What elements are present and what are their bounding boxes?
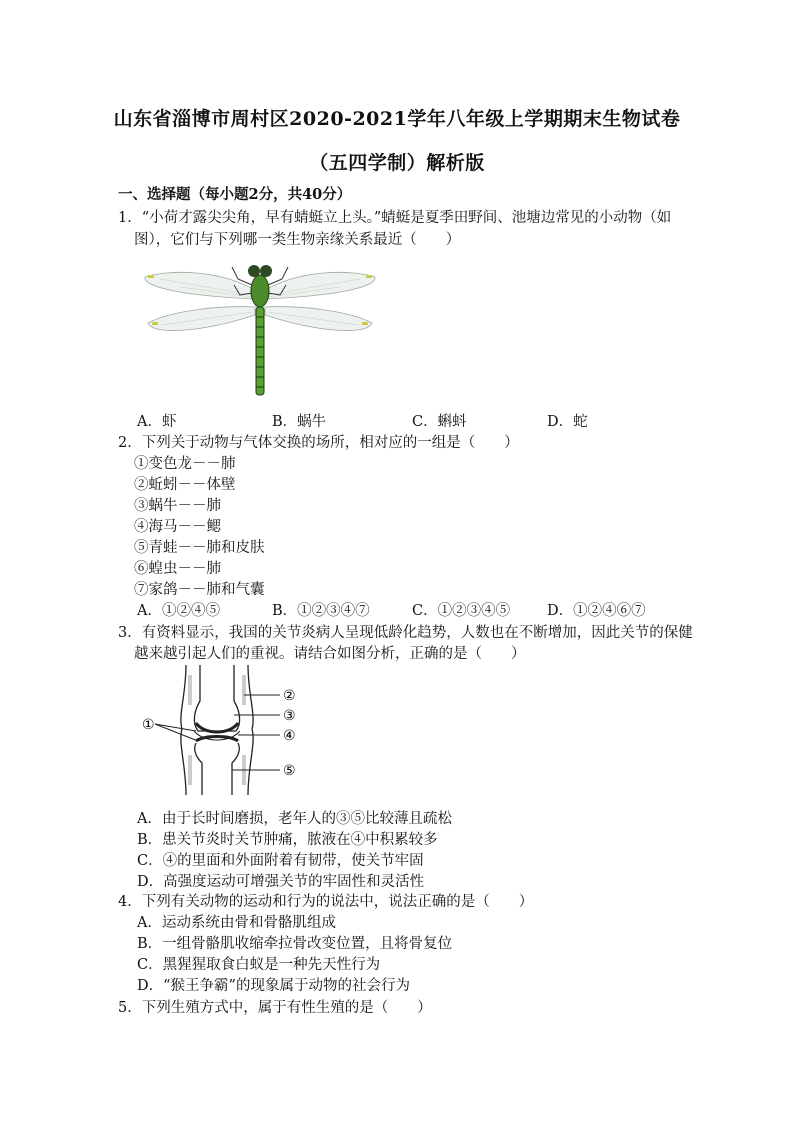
q2-item: ⑤青蛙－－肺和皮肤 [134,540,265,556]
q2-option-c: C．①②③④⑤ [412,603,511,619]
q1-option-c: C．蝌蚪 [412,414,467,430]
q3-option-c: C．④的里面和外面附着有韧带，使关节牢固 [137,853,424,869]
page-subtitle: （五四学制）解析版 [309,152,485,174]
q2-item: ④海马－－鳃 [134,519,221,535]
q2-item: ⑦家鸽－－肺和气囊 [134,582,265,598]
dragonfly-image [140,255,380,400]
q2-item: ①变色龙－－肺 [134,456,236,472]
q1-option-d: D．蛇 [547,414,588,430]
page-title: 山东省淄博市周村区2020-2021学年八年级上学期期末生物试卷 [113,108,681,130]
joint-label-4: ④ [283,728,296,744]
q4-option-b: B．一组骨骼肌收缩牵拉骨改变位置，且将骨复位 [137,936,453,952]
q4-stem: 4．下列有关动物的运动和行为的说法中，说法正确的是（ ） [118,894,534,910]
joint-label-5: ⑤ [283,763,296,779]
q2-option-a: A．①②④⑤ [137,603,220,619]
q2-stem: 2．下列关于动物与气体交换的场所，相对应的一组是（ ） [118,435,519,451]
q5-stem: 5．下列生殖方式中，属于有性生殖的是（ ） [118,1000,432,1016]
joint-label-3: ③ [283,708,296,724]
q4-option-c: C．黑猩猩取食白蚁是一种先天性行为 [137,957,381,973]
joint-label-2: ② [283,688,296,704]
q2-option-d: D．①②④⑥⑦ [547,603,646,619]
joint-label-1: ① [142,717,155,733]
q2-item: ⑥蝗虫－－肺 [134,561,221,577]
q3-option-d: D．高强度运动可增强关节的牢固性和灵活性 [137,874,425,890]
q2-item: ②蚯蚓－－体壁 [134,477,236,493]
q4-option-a: A．运动系统由骨和骨骼肌组成 [137,915,336,931]
q1-stem-line2: 图），它们与下列哪一类生物亲缘关系最近（ ） [134,232,461,248]
section-heading: 一、选择题（每小题2分，共40分） [118,186,352,203]
q3-stem-line1: 3．有资料显示，我国的关节炎病人呈现低龄化趋势，人数也在不断增加，因此关节的保健 [118,625,693,641]
joint-diagram [138,665,308,795]
q3-option-b: B．患关节炎时关节肿痛，脓液在④中积累较多 [137,832,438,848]
q1-option-a: A．虾 [137,414,177,430]
q2-item: ③蜗牛－－肺 [134,498,221,514]
q1-option-b: B．蜗牛 [272,414,327,430]
q3-option-a: A．由于长时间磨损，老年人的③⑤比较薄且疏松 [137,811,452,827]
q1-stem-line1: 1．“小荷才露尖尖角，早有蜻蜓立上头。”蜻蜓是夏季田野间、池塘边常见的小动物（如 [118,210,672,226]
q2-option-b: B．①②③④⑦ [272,603,370,619]
q3-stem-line2: 越来越引起人们的重视。请结合如图分析，正确的是（ ） [134,646,526,662]
q4-option-d: D．“猴王争霸”的现象属于动物的社会行为 [137,978,410,994]
